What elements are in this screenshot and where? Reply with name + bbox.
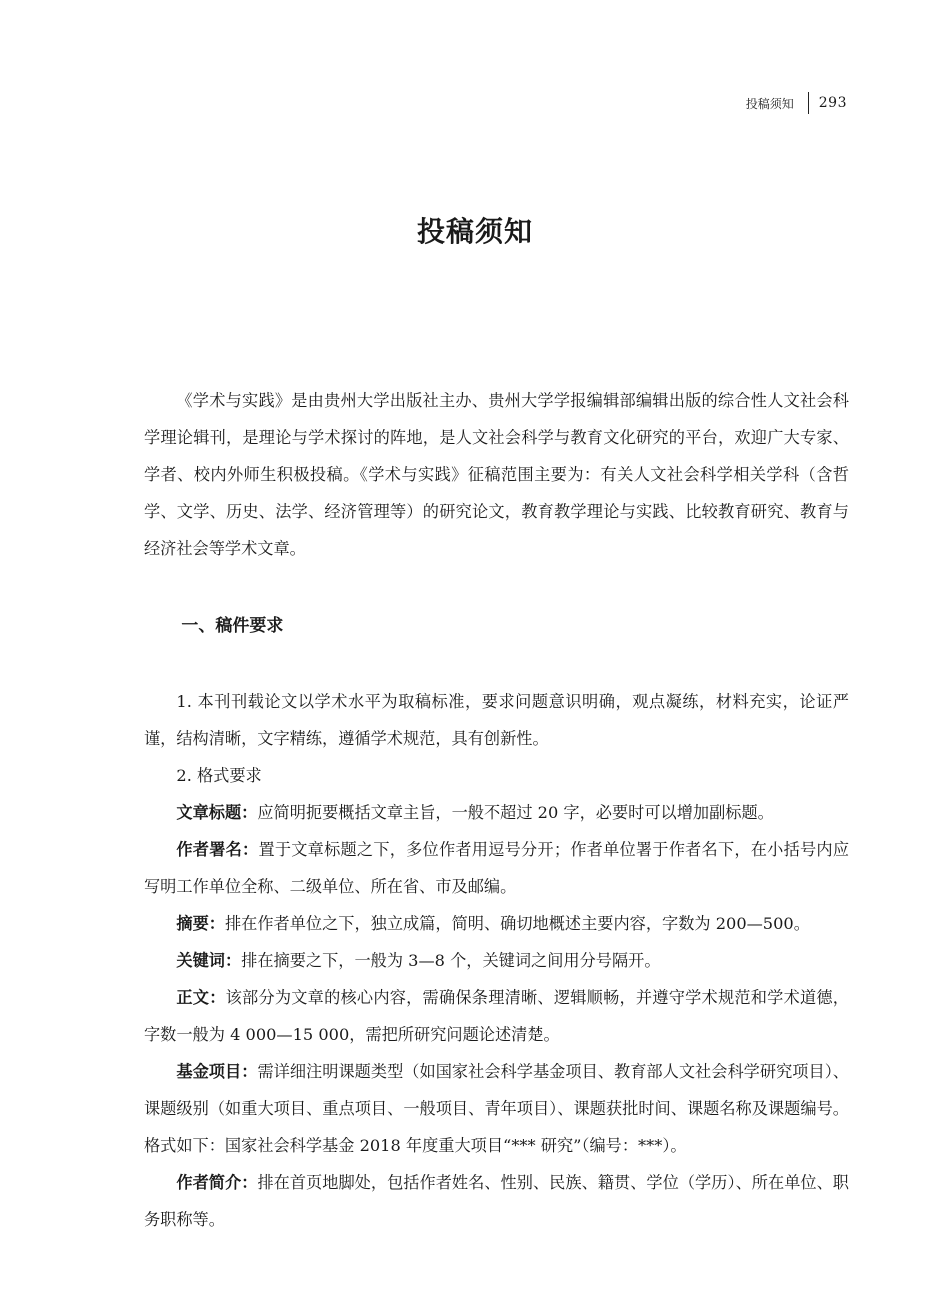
article-body: [144, 382, 849, 1238]
format-keywords: [144, 942, 849, 979]
format-text: 排在摘要之下，一般为 3—8 个，关键词之间用分号隔开。: [241, 951, 661, 970]
page-title: 投稿须知: [416, 215, 533, 248]
requirement-item-1: 1. 本刊刊载论文以学术水平为取稿标准，要求问题意识明确，观点凝练，材料充实，论证严谨，结构清晰，文字精练，遵循学术规范，具有创新性。: [144, 692, 849, 748]
format-text: 该部分为文章的核心内容，需确保条理清晰、逻辑顺畅，并遵守学术规范和学术道德，字数一般为 4 000—15 000，需把所研究问题论述清楚。: [144, 988, 849, 1044]
format-label: 作者简介：: [176, 1173, 258, 1192]
requirement-item-2: 2. 格式要求: [176, 766, 262, 785]
format-label: 摘要：: [176, 914, 225, 933]
format-abstract: [144, 905, 849, 942]
format-label: 正文：: [176, 988, 226, 1007]
format-text: 排在作者单位之下，独立成篇，简明、确切地概述主要内容，字数为 200—500。: [224, 914, 810, 933]
format-title: [144, 794, 849, 831]
running-head: [746, 92, 847, 114]
format-bio: [144, 1164, 849, 1238]
format-label: 作者署名：: [176, 840, 259, 859]
page-number: 293: [818, 95, 847, 111]
format-fund: [144, 1053, 849, 1164]
format-text: 需详细注明课题类型（如国家社会科学基金项目、教育部人文社会科学研究项目）、课题级别（如重大项目、重点项目、一般项目、青年项目）、课题获批时间、课题名称及课题编号。格式如下：国家社会科学基金 2018 年度重大项目“*** 研究”（编号：***）。: [144, 1062, 849, 1155]
format-author: [144, 831, 849, 905]
section-heading: 一、稿件要求: [181, 616, 284, 636]
intro-paragraph: 《学术与实践》是由贵州大学出版社主办、贵州大学学报编辑部编辑出版的综合性人文社会科学理论辑刊，是理论与学术探讨的阵地，是人文社会科学与教育文化研究的平台，欢迎广大专家、学者、校内外师生积极投稿。《学术与实践》征稿范围主要为：有关人文社会科学相关学科（含哲学、文学、历史、法学、经济管理等）的研究论文，教育教学理论与实践、比较教育研究、教育与经济社会等学术文章。: [144, 391, 849, 558]
format-label: 文章标题：: [176, 803, 258, 822]
format-text: 应简明扼要概括文章主旨，一般不超过 20 字，必要时可以增加副标题。: [257, 803, 774, 822]
format-text: 置于文章标题之下，多位作者用逗号分开；作者单位署于作者名下，在小括号内应写明工作单位全称、二级单位、所在省、市及邮编。: [144, 840, 850, 896]
running-head-section: 投稿须知: [745, 96, 794, 111]
format-body: [144, 979, 849, 1053]
format-label: 基金项目：: [176, 1062, 258, 1081]
format-text: 排在首页地脚处，包括作者姓名、性别、民族、籍贯、学位（学历）、所在单位、职务职称等。: [144, 1173, 849, 1229]
format-label: 关键词：: [176, 951, 242, 970]
running-head-divider: [808, 92, 809, 114]
